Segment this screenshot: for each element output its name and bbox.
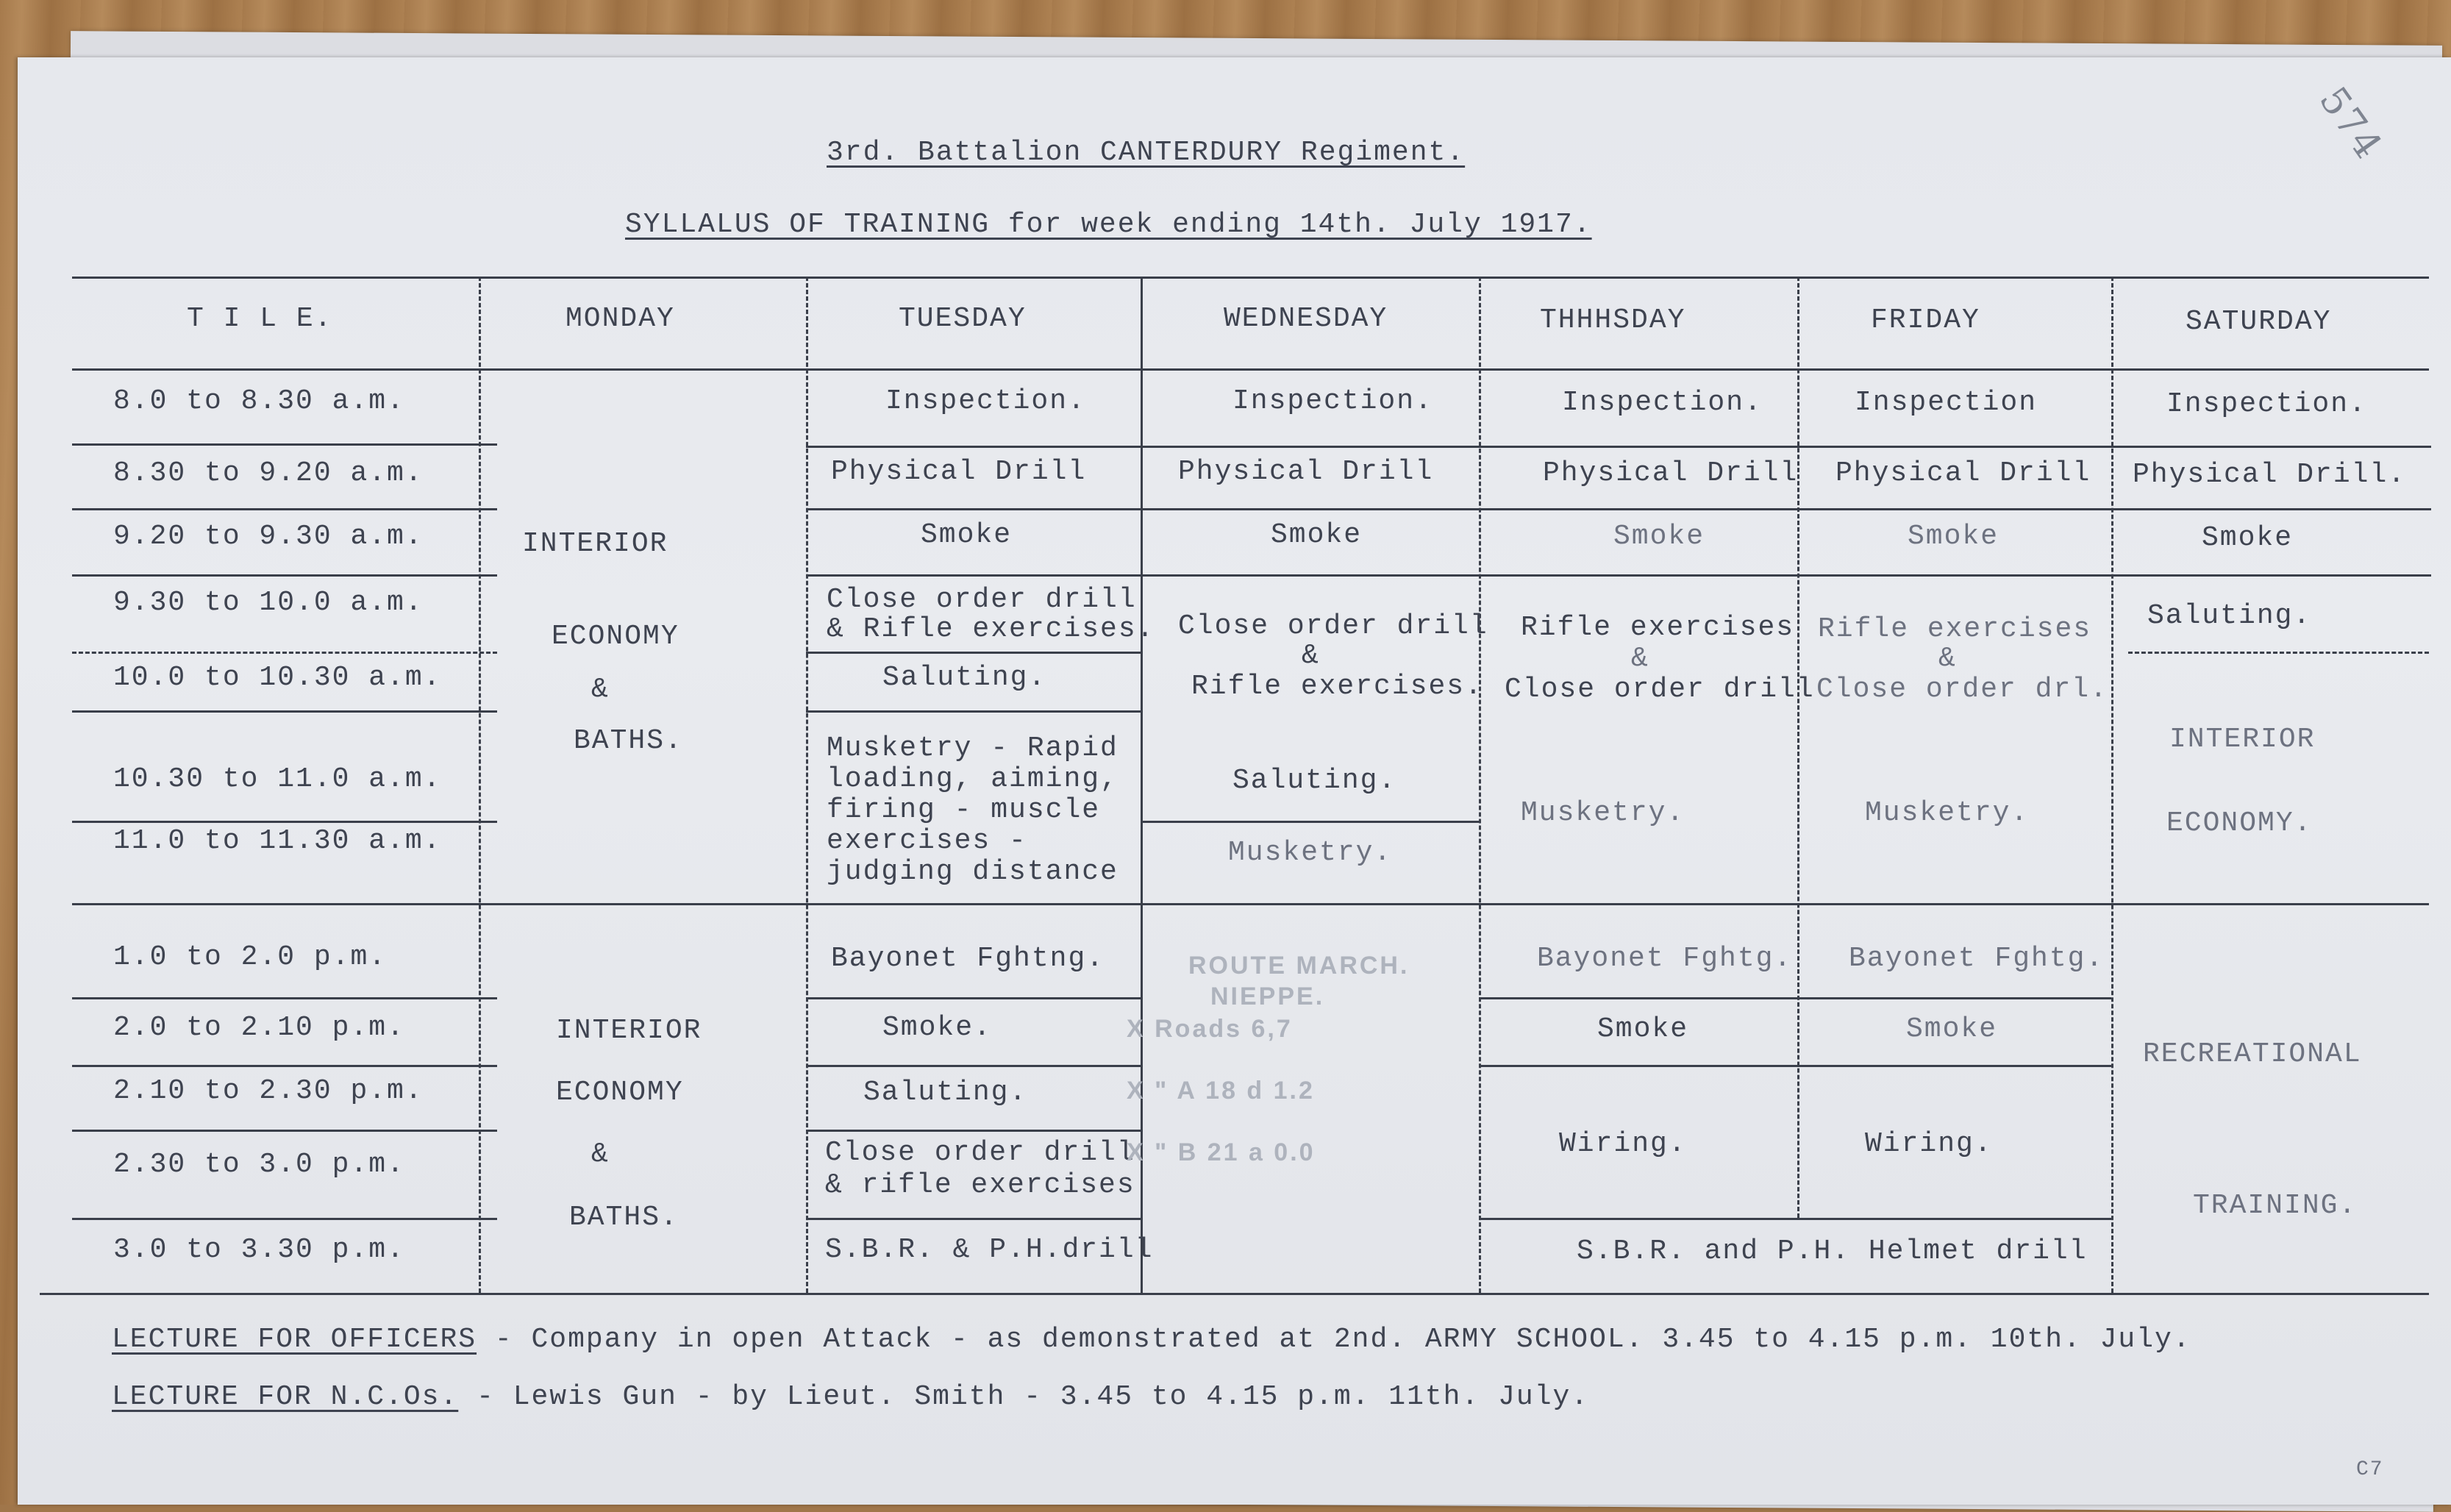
time-slot: 2.10 to 2.30 p.m. (113, 1075, 424, 1107)
wednesday-close-order-2: & (1302, 640, 1320, 671)
rule (806, 1130, 1141, 1132)
wednesday-musketry: Musketry. (1228, 837, 1393, 869)
rule (72, 821, 497, 823)
document-sheet (18, 57, 2451, 1505)
friday-musketry: Musketry. (1865, 797, 2030, 829)
wednesday-smoke: Smoke (1271, 519, 1363, 551)
column-divider (806, 277, 808, 1293)
friday-bayonet: Bayonet Fghtg. (1849, 943, 2105, 974)
header-saturday: SATURDAY (2186, 306, 2332, 338)
friday-wiring: Wiring. (1865, 1128, 1993, 1160)
lecture-ncos-label: LECTURE FOR N.C.Os. (112, 1381, 459, 1413)
rule (806, 446, 2431, 448)
friday-rifle-3: Close order drl. (1816, 674, 2108, 705)
tuesday-pm-close-order-2: & rifle exercises (825, 1169, 1135, 1201)
monday-am-amp: & (591, 674, 610, 705)
thursday-inspection: Inspection. (1562, 387, 1763, 418)
time-slot: 9.30 to 10.0 a.m. (113, 587, 424, 618)
tuesday-close-order-2: & Rifle exercises. (827, 613, 1155, 645)
tuesday-pm-smoke: Smoke. (882, 1012, 992, 1044)
monday-pm-economy: ECONOMY (556, 1077, 684, 1108)
route-march-stamp-5: X " B 21 a 0.0 (1127, 1138, 1316, 1166)
column-divider (479, 277, 481, 1293)
saturday-interior: INTERIOR (2169, 724, 2316, 755)
tuesday-smoke: Smoke (921, 519, 1013, 551)
thursday-rifle-1: Rifle exercises (1521, 612, 1795, 643)
rule (806, 710, 1141, 713)
rule (72, 1065, 497, 1067)
rule (806, 997, 1141, 999)
time-slot: 2.30 to 3.0 p.m. (113, 1149, 405, 1180)
rule (1141, 821, 1479, 823)
rule (72, 710, 497, 713)
tuesday-pm-saluting: Saluting. (863, 1077, 1028, 1108)
header-time: T I L E. (187, 303, 333, 335)
tuesday-musketry-2: loading, aiming, (827, 763, 1119, 795)
thu-fri-helmet-drill: S.B.R. and P.H. Helmet drill (1577, 1235, 2088, 1267)
route-march-stamp-4: X " A 18 d 1.2 (1127, 1077, 1315, 1105)
rule (2128, 652, 2429, 654)
friday-rifle-2: & (1938, 643, 1957, 674)
rule (1479, 997, 2111, 999)
time-slot: 2.0 to 2.10 p.m. (113, 1012, 405, 1044)
rule (72, 508, 497, 510)
header-wednesday: WEDNESDAY (1224, 303, 1388, 335)
tuesday-physical-drill: Physical Drill (831, 456, 1087, 488)
friday-physical-drill: Physical Drill (1835, 457, 2091, 489)
column-divider (1479, 277, 1481, 1293)
friday-inspection: Inspection (1855, 387, 2038, 418)
tuesday-musketry-4: exercises - (827, 825, 1027, 857)
lecture-officers-text: - Company in open Attack - as demonstrated at 2nd. ARMY SCHOOL. 3.45 to 4.15 p.m. 10th. July. (477, 1324, 2191, 1355)
friday-rifle-1: Rifle exercises (1818, 613, 2092, 645)
document-title: 3rd. Battalion CANTERDURY Regiment. (827, 137, 1466, 168)
rule (72, 368, 2429, 371)
friday-pm-smoke: Smoke (1906, 1013, 1998, 1045)
tuesday-sbr-drill: S.B.R. & P.H.drill (825, 1234, 1154, 1266)
rule (806, 1218, 1141, 1220)
rule (72, 277, 2429, 279)
wednesday-inspection: Inspection. (1232, 385, 1433, 417)
tuesday-musketry-1: Musketry - Rapid (827, 732, 1119, 764)
saturday-saluting: Saluting. (2147, 600, 2312, 632)
document-subtitle: SYLLALUS OF TRAINING for week ending 14th. July 1917. (625, 209, 1592, 240)
rule (1479, 1065, 2111, 1067)
rule (72, 652, 497, 654)
monday-pm-amp: & (591, 1138, 610, 1170)
thursday-smoke: Smoke (1613, 521, 1705, 552)
column-divider (2111, 277, 2113, 1293)
saturday-smoke: Smoke (2202, 522, 2294, 554)
tuesday-musketry-3: firing - muscle (827, 794, 1101, 826)
route-march-stamp-3: X Roads 6,7 (1127, 1015, 1293, 1043)
monday-am-baths: BATHS. (574, 725, 683, 757)
rule (72, 903, 2429, 905)
thursday-physical-drill: Physical Drill (1543, 457, 1799, 489)
thursday-rifle-3: Close order drill (1505, 674, 1815, 705)
rule (72, 997, 497, 999)
monday-pm-baths: BATHS. (569, 1202, 679, 1233)
column-divider (1797, 277, 1799, 1218)
bottom-mark: C7 (2356, 1458, 2384, 1481)
route-march-stamp-2: NIEPPE. (1210, 983, 1325, 1010)
route-march-stamp-1: ROUTE MARCH. (1188, 952, 1410, 980)
monday-pm-interior: INTERIOR (556, 1015, 702, 1046)
header-friday: FRIDAY (1871, 304, 1980, 336)
saturday-training: TRAINING. (2193, 1190, 2358, 1222)
thursday-bayonet: Bayonet Fghtg. (1537, 943, 1793, 974)
rule (806, 574, 2431, 577)
wednesday-saluting: Saluting. (1232, 765, 1397, 796)
wednesday-close-order-3: Rifle exercises. (1191, 671, 1483, 702)
time-slot: 1.0 to 2.0 p.m. (113, 941, 388, 973)
lecture-ncos (112, 1381, 1589, 1413)
time-slot: 10.0 to 10.30 a.m. (113, 662, 442, 693)
wednesday-close-order-1: Close order drill (1178, 610, 1488, 642)
lecture-officers-label: LECTURE FOR OFFICERS (112, 1324, 477, 1355)
tuesday-inspection: Inspection. (885, 385, 1086, 417)
rule (806, 652, 1141, 654)
thursday-rifle-2: & (1631, 643, 1649, 674)
wednesday-physical-drill: Physical Drill (1178, 456, 1434, 488)
rule (72, 443, 497, 446)
thursday-pm-smoke: Smoke (1597, 1013, 1689, 1045)
time-slot: 3.0 to 3.30 p.m. (113, 1234, 405, 1266)
tuesday-close-order-1: Close order drill (827, 584, 1137, 616)
rule (72, 1130, 497, 1132)
saturday-inspection: Inspection. (2166, 388, 2367, 420)
saturday-recreational: RECREATIONAL (2143, 1038, 2362, 1070)
tuesday-bayonet: Bayonet Fghtng. (831, 943, 1105, 974)
time-slot: 11.0 to 11.30 a.m. (113, 825, 442, 857)
header-monday: MONDAY (566, 303, 675, 335)
handwritten-folio-number: 574 (2310, 79, 2391, 168)
rule (806, 1065, 1141, 1067)
thursday-musketry: Musketry. (1521, 797, 1685, 829)
rule (1479, 1218, 2111, 1220)
rule (72, 1218, 497, 1220)
time-slot: 9.20 to 9.30 a.m. (113, 521, 424, 552)
monday-am-interior: INTERIOR (522, 528, 668, 560)
header-tuesday: TUESDAY (899, 303, 1027, 335)
tuesday-saluting: Saluting. (882, 662, 1047, 693)
friday-smoke: Smoke (1908, 521, 1999, 552)
time-slot: 8.0 to 8.30 a.m. (113, 385, 405, 417)
lecture-ncos-text: - Lewis Gun - by Lieut. Smith - 3.45 to 4.15 p.m. 11th. July. (458, 1381, 1590, 1413)
rule (72, 574, 497, 577)
saturday-economy: ECONOMY. (2166, 807, 2313, 839)
time-slot: 8.30 to 9.20 a.m. (113, 457, 424, 489)
tuesday-musketry-5: judging distance (827, 856, 1119, 888)
header-thursday: THHHSDAY (1540, 304, 1686, 336)
rule (40, 1293, 2429, 1295)
tuesday-pm-close-order-1: Close order drill (825, 1137, 1135, 1169)
saturday-physical-drill: Physical Drill. (2133, 459, 2407, 491)
thursday-wiring: Wiring. (1559, 1128, 1687, 1160)
time-slot: 10.30 to 11.0 a.m. (113, 763, 442, 795)
rule (806, 508, 2431, 510)
lecture-officers (112, 1324, 2191, 1355)
monday-am-economy: ECONOMY (552, 621, 679, 652)
